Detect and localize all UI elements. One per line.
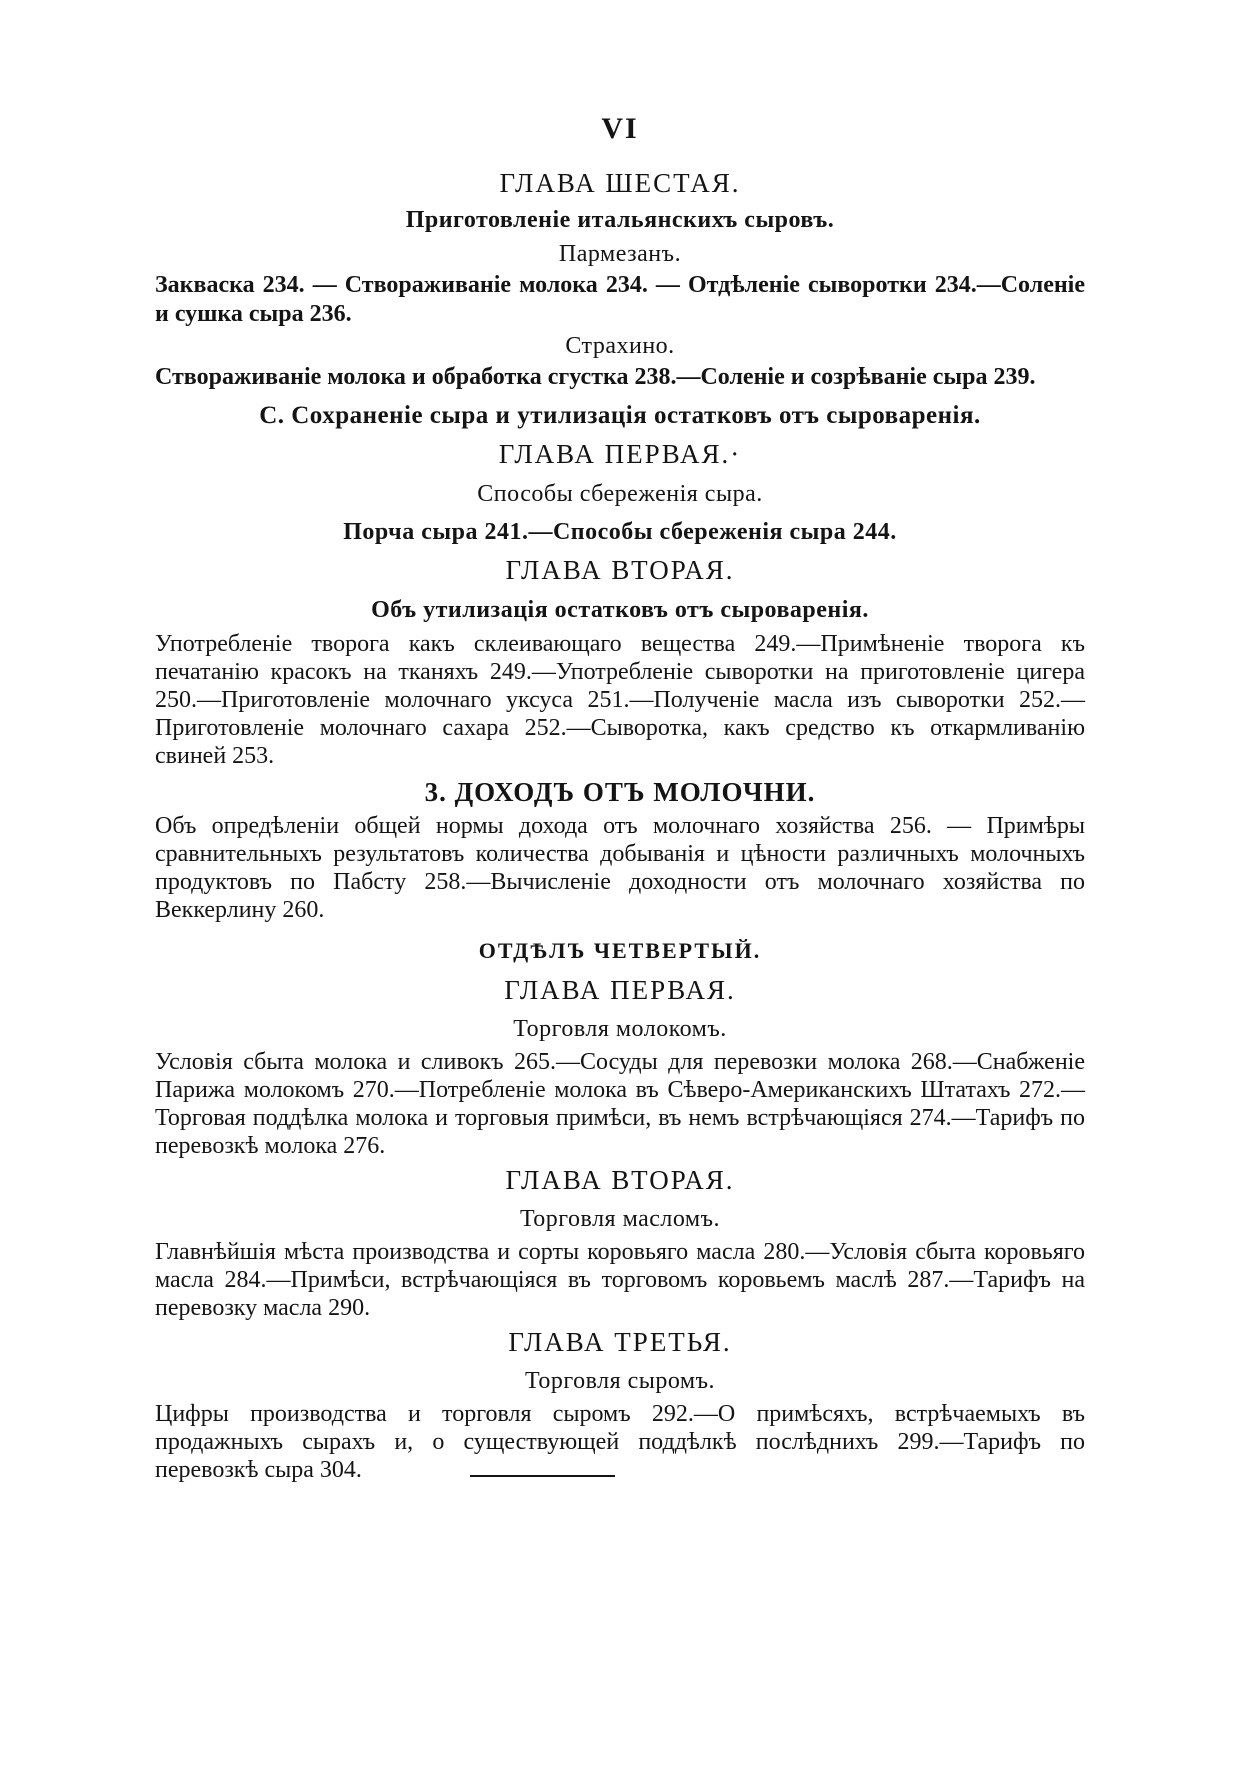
contents-paragraph: Употребленіе творога какъ склеивающаго вещества 249.—Примѣненіе творога къ печатанію красокъ на тканяхъ 249.—Употребленіе сыворотки на приготовленіе цигера 250.—Приготовленіе молочнаго уксуса 251.—Полученіе масла изъ сыворотки 252.—Приготовленіе молочнаго сахара 252.—Сыворотка, какъ средство къ откармливанію свиней 253. [155, 631, 1085, 769]
contents-paragraph: Закваска 234. — Створаживаніе молока 234. — Отдѣленіе сыворотки 234.—Соленіе и сушка сыра 236. [155, 272, 1085, 327]
chapter-title: Торговля сыромъ. [524, 1368, 716, 1394]
chapter-title: Торговля масломъ. [519, 1206, 721, 1232]
end-rule [470, 1475, 615, 1477]
part-heading: ОТДѢЛЪ ЧЕТВЕРТЫЙ. [478, 938, 762, 963]
subsection-title: Страхино. [565, 333, 675, 359]
page-number: VI [601, 112, 639, 145]
table-of-contents [155, 163, 1085, 1484]
chapter-heading: ГЛАВА ПЕРВАЯ. [504, 975, 736, 1005]
section-heading: 3. ДОХОДЪ ОТЪ МОЛОЧНИ. [424, 777, 816, 807]
contents-paragraph: Цифры производства и торговля сыромъ 292.—О примѣсяхъ, встрѣчаемыхъ въ продажныхъ сырахъ и, о существующей поддѣлкѣ послѣднихъ 299.—Тарифъ по перевозкѣ сыра 304. [155, 1401, 1085, 1483]
chapter-heading: ГЛАВА ВТОРАЯ. [505, 555, 735, 585]
contents-paragraph: Объ опредѣленіи общей нормы дохода отъ молочнаго хозяйства 256. — Примѣры сравнительныхъ результатовъ количества добыванія и цѣности различныхъ молочныхъ продуктовъ по Пабсту 258.—Вычисленіе доходности отъ молочнаго хозяйства по Веккерлину 260. [155, 813, 1085, 923]
contents-paragraph: Порча сыра 241.—Способы сбереженія сыра 244. [343, 519, 897, 545]
section-heading: С. Сохраненіе сыра и утилизація остатковъ отъ сыроваренія. [259, 402, 981, 429]
chapter-heading: ГЛАВА ШЕСТАЯ. [499, 168, 741, 198]
contents-paragraph: Условія сбыта молока и сливокъ 265.—Сосуды для перевозки молока 268.—Снабженіе Парижа молокомъ 270.—Потребленіе молока въ Сѣверо-Американскихъ Штатахъ 272.—Торговая поддѣлка молока и торговыя примѣси, въ немъ встрѣчающіяся 274.—Тарифъ по перевозкѣ молока 276. [155, 1049, 1085, 1159]
chapter-title: Объ утилизація остатковъ отъ сыроваренія. [371, 597, 869, 623]
contents-paragraph: Главнѣйшія мѣста производства и сорты коровьяго масла 280.—Условія сбыта коровьяго масла 284.—Примѣси, встрѣчающіяся въ торговомъ коровьемъ маслѣ 287.—Тарифъ на перевозку масла 290. [155, 1239, 1085, 1321]
chapter-heading: ГЛАВА ТРЕТЬЯ. [508, 1327, 732, 1357]
chapter-heading: ГЛАВА ПЕРВАЯ.· [498, 439, 742, 469]
chapter-title: Приготовленіе итальянскихъ сыровъ. [405, 207, 835, 233]
chapter-title: Торговля молокомъ. [513, 1016, 727, 1042]
chapter-title: Способы сбереженія сыра. [477, 481, 763, 507]
chapter-heading: ГЛАВА ВТОРАЯ. [505, 1165, 735, 1195]
contents-paragraph: Створаживаніе молока и обработка сгустка 238.—Соленіе и созрѣваніе сыра 239. [155, 364, 1036, 390]
subsection-title: Пармезанъ. [558, 241, 682, 267]
